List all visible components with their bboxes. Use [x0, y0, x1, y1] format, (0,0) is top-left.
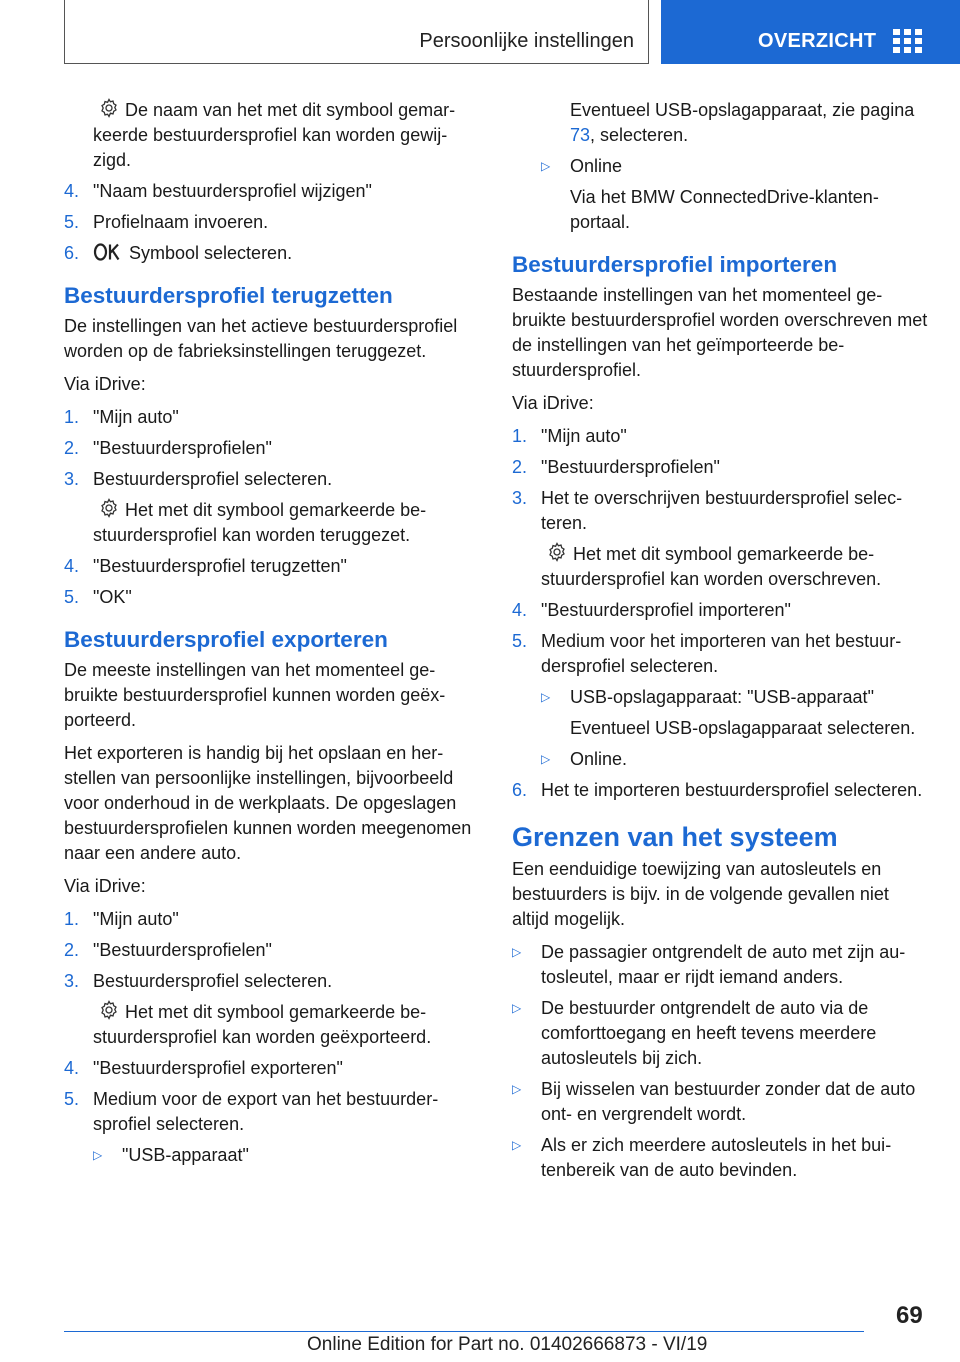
footer-divider: [64, 1331, 864, 1332]
step-text: "Bestuurdersprofielen": [541, 457, 720, 477]
list-item: [512, 629, 928, 679]
list-item: [64, 1056, 478, 1081]
left-column: [64, 98, 478, 1174]
list-item: [64, 241, 478, 266]
step-text: "OK": [93, 587, 132, 607]
bullet-item: [512, 940, 928, 990]
list-item: [64, 554, 478, 579]
note-text: Het met dit symbool gemarkeerde bestuurdersprofiel kan worden teruggezet.: [93, 500, 427, 545]
note-usb: [570, 98, 928, 148]
sub-list-item: [541, 685, 928, 710]
step-text: Profielnaam invoeren.: [93, 212, 269, 232]
sub-item-text: "USB-apparaat": [122, 1145, 249, 1165]
step-number: 4.: [64, 181, 80, 201]
step-text: Symbool selecteren.: [129, 243, 293, 263]
sub-list-item: [541, 747, 928, 772]
step-number: 5.: [64, 212, 80, 232]
note-usb-select: Eventueel USB-opslagapparaat selecteren.: [570, 718, 916, 738]
list-item: [64, 938, 478, 963]
step-text: "Bestuurdersprofielen": [93, 438, 272, 458]
heading-import: Bestuurdersprofiel importeren: [512, 252, 838, 277]
step-number: 3.: [64, 469, 80, 489]
note-import: [541, 542, 928, 592]
bullet-text: De bestuurder ontgrendelt de auto via de comforttoegang en heeft tevens meerdere autosleutels bij zich.: [541, 998, 877, 1068]
step-text: Medium voor de export van het bestuurdersprofiel selecteren.: [93, 1089, 439, 1134]
step-number: 1.: [64, 909, 80, 929]
list-item: [64, 969, 478, 994]
step-text: Het te importeren bestuurdersprofiel selecteren.: [541, 780, 923, 800]
grid-menu-icon: [893, 29, 923, 53]
step-text: "Bestuurdersprofiel importeren": [541, 600, 791, 620]
list-item: [512, 455, 928, 480]
step-text: "Mijn auto": [93, 909, 179, 929]
step-text: "Bestuurdersprofiel terugzetten": [93, 556, 347, 576]
bullet-text: De passagier ontgrendelt de auto met zijn autosleutel, maar er rijdt iemand anders.: [541, 942, 906, 987]
gear-icon: [547, 542, 567, 562]
step-text: "Mijn auto": [541, 426, 627, 446]
paragraph: Een eenduidige toewijzing van autosleutels en bestuurders is bijv. in de volgende gevallen niet altijd mogelijk.: [512, 859, 889, 929]
step-text: "Bestuurdersprofielen": [93, 940, 272, 960]
right-column: [512, 98, 928, 1189]
step-number: 6.: [512, 780, 528, 800]
header-section-box: [64, 0, 649, 64]
paragraph: De instellingen van het actieve bestuurdersprofiel worden op de fabrieksinstellingen teruggezet.: [64, 316, 458, 361]
list-item: [512, 778, 928, 803]
paragraph: De meeste instellingen van het momenteel gebruikte bestuurdersprofiel kunnen worden geëxporteerd.: [64, 660, 446, 730]
note-reset: [93, 498, 478, 548]
ok-icon: [93, 242, 123, 262]
step-text: Bestuurdersprofiel selecteren.: [93, 469, 333, 489]
note-text: De naam van het met dit symbool gemarkeerde bestuurdersprofiel kan worden gewijzigd.: [93, 100, 456, 170]
list-item: [64, 179, 478, 204]
bullet-item: [512, 1077, 928, 1127]
paragraph: Het exporteren is handig bij het opslaan en herstellen van persoonlijke instellingen, bijvoorbeeld voor onderhoud in de werkplaats. De opgeslagen bestuurdersprofielen kunnen worden meegenomen naar een andere auto.: [64, 743, 472, 863]
list-item: [64, 1087, 478, 1137]
page-number: 69: [896, 1302, 923, 1329]
gear-icon: [99, 98, 119, 118]
bullet-item: [512, 996, 928, 1071]
triangle-bullet-icon: ▷: [541, 690, 551, 704]
gear-icon: [99, 498, 119, 518]
list-item: [512, 424, 928, 449]
step-number: 3.: [64, 971, 80, 991]
triangle-bullet-icon: ▷: [512, 945, 522, 959]
triangle-bullet-icon: ▷: [93, 1148, 103, 1162]
paragraph: Via iDrive:: [64, 374, 146, 394]
step-number: 1.: [64, 407, 80, 427]
step-number: 4.: [512, 600, 528, 620]
step-text: "Mijn auto": [93, 407, 179, 427]
step-number: 2.: [64, 940, 80, 960]
note-text: , selecteren.: [590, 125, 689, 145]
overview-label: OVERZICHT: [758, 30, 877, 52]
sub-item-text: Online.: [570, 749, 628, 769]
heading-limits: Grenzen van het systeem: [512, 822, 838, 852]
note-rename: [93, 98, 478, 173]
paragraph: Via iDrive:: [512, 393, 594, 413]
sub-item-text: Online: [570, 156, 623, 176]
triangle-bullet-icon: ▷: [541, 752, 551, 766]
step-number: 4.: [64, 1058, 80, 1078]
sub-list-item: [93, 1143, 478, 1168]
note-text: Eventueel USB-opslagapparaat, zie pagina: [570, 100, 915, 120]
bullet-text: Bij wisselen van bestuurder zonder dat de auto ont- en vergrendelt wordt.: [541, 1079, 916, 1124]
paragraph: Bestaande instellingen van het momenteel gebruikte bestuurdersprofiel worden overschreven met de instellingen van het geïmporteerde bestuurdersprofiel.: [512, 285, 928, 380]
note-text: Het met dit symbool gemarkeerde bestuurdersprofiel kan worden geëxporteerd.: [93, 1002, 432, 1047]
step-number: 6.: [64, 243, 80, 263]
step-text: "Naam bestuurdersprofiel wijzigen": [93, 181, 372, 201]
bullet-text: Als er zich meerdere autosleutels in het buitenbereik van de auto bevinden.: [541, 1135, 892, 1180]
step-text: Bestuurdersprofiel selecteren.: [93, 971, 333, 991]
step-number: 2.: [512, 457, 528, 477]
list-item: [64, 585, 478, 610]
note-text: Het met dit symbool gemarkeerde bestuurdersprofiel kan worden overschreven.: [541, 544, 882, 589]
step-text: Medium voor het importeren van het bestuurdersprofiel selecteren.: [541, 631, 902, 676]
list-item: [64, 405, 478, 430]
triangle-bullet-icon: ▷: [512, 1001, 522, 1015]
list-item: [64, 907, 478, 932]
step-number: 1.: [512, 426, 528, 446]
triangle-bullet-icon: ▷: [512, 1082, 522, 1096]
step-number: 2.: [64, 438, 80, 458]
paragraph: Via iDrive:: [64, 876, 146, 896]
sub-item-text: USB-opslagapparaat: "USB-apparaat": [570, 687, 874, 707]
sub-list-item: [541, 154, 928, 179]
triangle-bullet-icon: ▷: [512, 1138, 522, 1152]
overview-button[interactable]: [661, 0, 960, 64]
list-item: [64, 210, 478, 235]
step-text: Het te overschrijven bestuurdersprofiel selecteren.: [541, 488, 903, 533]
heading-reset: Bestuurdersprofiel terugzetten: [64, 283, 393, 308]
triangle-bullet-icon: ▷: [541, 159, 551, 173]
heading-export: Bestuurdersprofiel exporteren: [64, 627, 388, 652]
edition-text: Online Edition for Part no. 01402666873 - VI/19: [307, 1334, 708, 1355]
step-number: 5.: [64, 1089, 80, 1109]
section-title: Persoonlijke instellingen: [419, 30, 634, 52]
page-link[interactable]: 73: [570, 125, 591, 145]
list-item: [64, 436, 478, 461]
step-text: "Bestuurdersprofiel exporteren": [93, 1058, 343, 1078]
note-export: [93, 1000, 478, 1050]
list-item: [512, 598, 928, 623]
step-number: 5.: [512, 631, 528, 651]
list-item: [64, 467, 478, 492]
list-item: [512, 486, 928, 536]
step-number: 3.: [512, 488, 528, 508]
note-online: Via het BMW ConnectedDrive-klantenportaal.: [570, 187, 879, 232]
step-number: 5.: [64, 587, 80, 607]
gear-icon: [99, 1000, 119, 1020]
bullet-item: [512, 1133, 928, 1183]
step-number: 4.: [64, 556, 80, 576]
